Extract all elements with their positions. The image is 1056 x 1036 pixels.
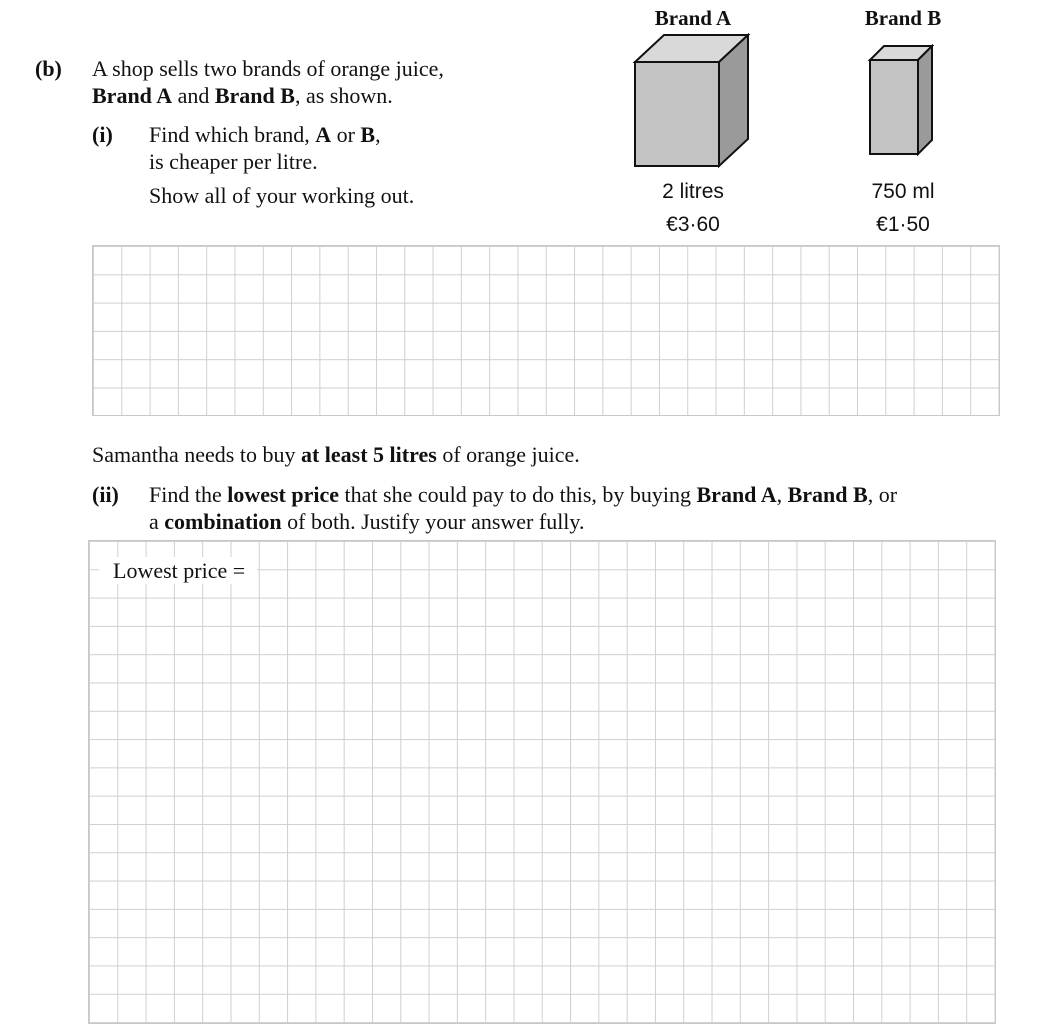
brand-b-volume: 750 ml: [871, 180, 935, 203]
brand-a-title: Brand A: [654, 6, 732, 30]
brand-b-price: €1·50: [876, 213, 930, 236]
brand-b-carton-icon: [866, 42, 936, 158]
part-b-label: (b): [35, 56, 62, 81]
part-i-line2: is cheaper per litre.: [149, 149, 318, 174]
lowest-price-label: Lowest price =: [99, 557, 257, 584]
brand-b-title: Brand B: [864, 6, 942, 30]
brand-a-price: €3·60: [666, 213, 720, 236]
part-b-line1: A shop sells two brands of orange juice,: [92, 56, 444, 81]
part-i-text: [149, 121, 414, 209]
working-grid-part-i[interactable]: [92, 245, 1000, 416]
brand-a-volume: 2 litres: [662, 180, 724, 203]
part-b-line2: Brand A and Brand B, as shown.: [92, 83, 393, 108]
part-i-line3: Show all of your working out.: [149, 183, 415, 208]
part-ii-text: [149, 481, 897, 535]
part-i-line1: Find which brand, A or B,: [149, 122, 381, 147]
part-b-text: [92, 55, 444, 109]
part-ii-label: (ii): [92, 482, 119, 507]
brand-a-carton-icon: [630, 32, 755, 172]
part-ii-line2: a combination of both. Justify your answer fully.: [149, 509, 585, 534]
condition-text: Samantha needs to buy at least 5 litres of orange juice.: [92, 442, 580, 467]
working-grid-part-ii[interactable]: [88, 540, 996, 1024]
part-i-label: (i): [92, 122, 113, 147]
part-ii-line1: Find the lowest price that she could pay to do this, by buying Brand A, Brand B, or: [149, 482, 898, 507]
